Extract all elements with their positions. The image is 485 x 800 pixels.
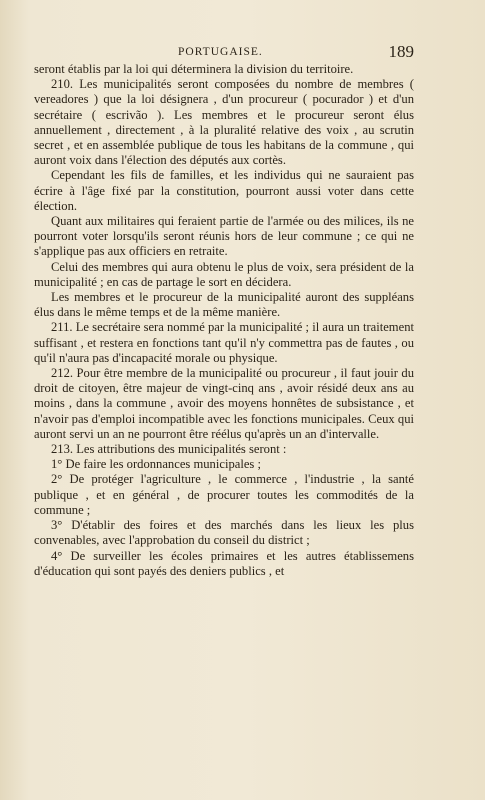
paragraph-president: Celui des membres qui aura obtenu le plus de voix, sera président de la municipalité ; en cas de partage le sort en décidera. [34,259,414,289]
paragraph-continuation: seront établis par la loi qui déterminera la division du territoire. [34,62,354,76]
paragraph-militaires: Quant aux militaires qui feraient partie de l'armée ou des milices, ils ne pourront voter lorsqu'ils seront réunis hors de leur commune ; ce qui ne s'applique pas aux officiers en retraite. [34,214,414,259]
page-number: 189 [388,42,414,61]
paragraph-fils-de-familles: Cependant les fils de familles, et les individus qui ne sauraient pas écrire à l'âge fixé par la constitution, pourront aussi voter dans cette élection. [34,168,414,213]
body-text [34,62,414,579]
list-item: 4° De surveiller les écoles primaires et les autres établissemens d'éducation qui sont payés des deniers publics , et [34,548,414,578]
article-210: 210. Les municipalités seront composées du nombre de membres ( vereadores ) que la loi désignera , d'un procureur ( pocurador ) et d'un secrétaire ( escrivão ). Les membres et le procureur seront élus annuellement , directement , à la pluralité relative des voix , au scrutin secret , et en assemblée publique de tous les habitans de la commune , qui auront voix dans l'élection des députés aux cortès. [34,77,414,168]
article-212: 212. Pour être membre de la municipalité ou procureur , il faut jouir du droit de citoyen, être majeur de vingt-cinq ans , avoir résidé deux ans au moins , dans la commune , avoir des moyens honnêtes de subsistance , et n'avoir pas d'emploi incompatible avec les fonctions municipales. Ceux qui auront servi un an ne pourront être réélus qu'après un an d'intervalle. [34,366,414,441]
paragraph-suppleans: Les membres et le procureur de la municipalité auront des suppléans élus dans le même temps et de la même manière. [34,290,414,320]
article-211: 211. Le secrétaire sera nommé par la municipalité ; il aura un traitement suffisant , et restera en fonctions tant qu'il n'y commettra pas de fautes , ou qu'il n'aura pas d'incapacité morale ou physique. [34,320,414,365]
article-213: 213. Les attributions des municipalités seront : [51,442,287,457]
list-item: 3° D'établir des foires et des marchés dans les lieux les plus convenables, avec l'approbation du conseil du district ; [34,518,414,548]
list-item: 2° De protéger l'agriculture , le commerce , l'industrie , la santé publique , et en général , de procurer toutes les commodités de la commune ; [34,472,414,517]
running-title: PORTUGAISE. [178,46,263,58]
list-item: 1° De faire les ordonnances municipales ; [51,457,261,472]
